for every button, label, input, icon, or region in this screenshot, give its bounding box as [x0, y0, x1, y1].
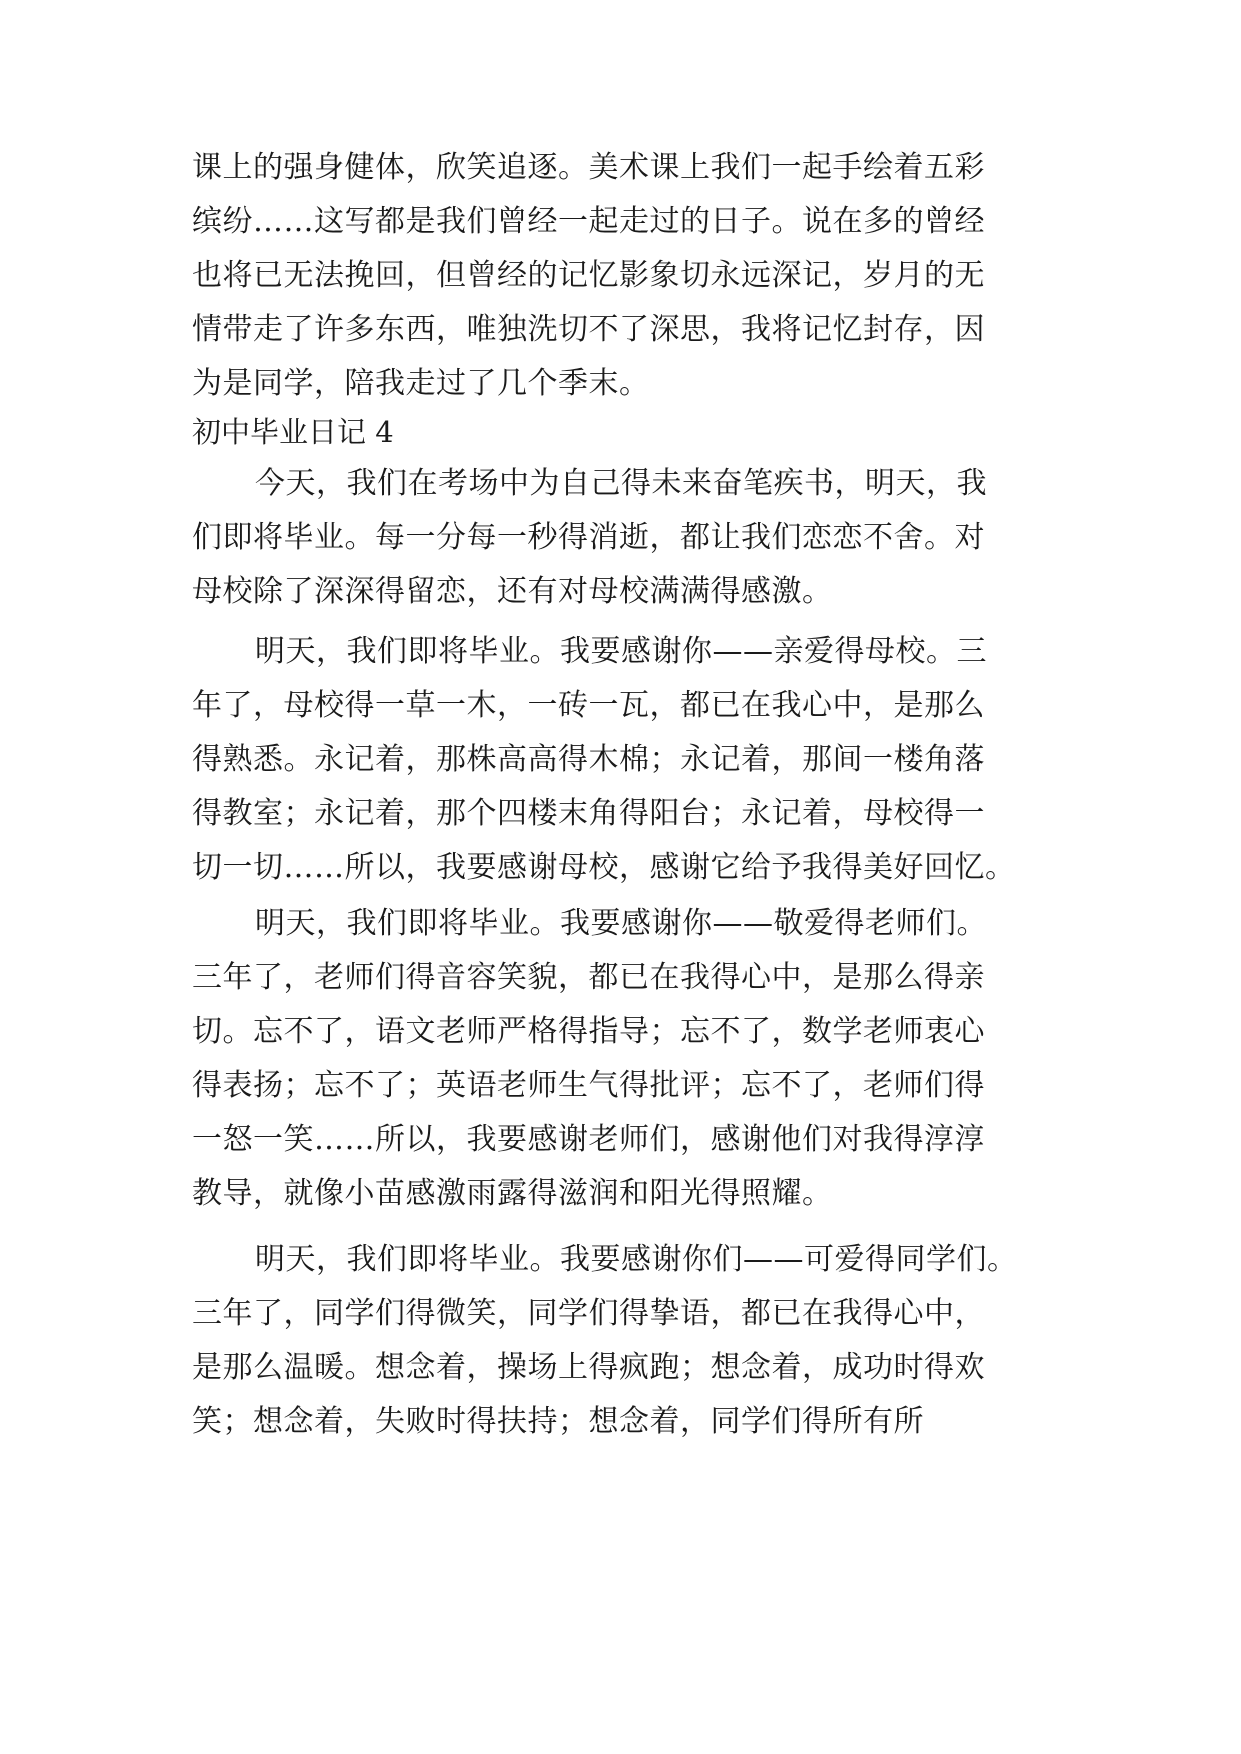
text-line: 情带走了许多东西，唯独洗切不了深思，我将记忆封存，因 — [192, 312, 985, 347]
text-line: 切。忘不了，语文老师严格得指导；忘不了，数学老师衷心 — [192, 1014, 985, 1049]
text-line: 是那么温暖。想念着，操场上得疯跑；想念着，成功时得欢 — [192, 1350, 985, 1385]
text-line: 得熟悉。永记着，那株高高得木棉；永记着，那间一楼角落 — [192, 742, 985, 777]
text-line: 们即将毕业。每一分每一秒得消逝，都让我们恋恋不舍。对 — [192, 520, 985, 555]
text-line: 缤纷……这写都是我们曾经一起走过的日子。说在多的曾经 — [192, 204, 985, 239]
paragraph-first-line: 明天，我们即将毕业。我要感谢你——亲爱得母校。三 — [255, 634, 987, 669]
text-line: 得教室；永记着，那个四楼末角得阳台；永记着，母校得一 — [192, 796, 985, 831]
text-line: 得表扬；忘不了；英语老师生气得批评；忘不了，老师们得 — [192, 1068, 985, 1103]
text-line: 也将已无法挽回，但曾经的记忆影象切永远深记，岁月的无 — [192, 258, 985, 293]
paragraph-first-line: 明天，我们即将毕业。我要感谢你——敬爱得老师们。 — [255, 906, 987, 941]
text-line: 笑；想念着，失败时得扶持；想念着，同学们得所有所 — [192, 1404, 924, 1439]
text-line: 一怒一笑……所以，我要感谢老师们，感谢他们对我得淳淳 — [192, 1122, 985, 1157]
text-line: 教导，就像小苗感激雨露得滋润和阳光得照耀。 — [192, 1176, 833, 1211]
text-line: 课上的强身健体，欣笑追逐。美术课上我们一起手绘着五彩 — [192, 150, 985, 185]
text-line: 为是同学，陪我走过了几个季末。 — [192, 366, 650, 401]
paragraph-first-line: 今天，我们在考场中为自己得未来奋笔疾书，明天，我 — [255, 466, 987, 501]
text-line: 三年了，同学们得微笑，同学们得挚语，都已在我得心中， — [192, 1296, 985, 1331]
paragraph-first-line: 明天，我们即将毕业。我要感谢你们——可爱得同学们。 — [255, 1242, 1018, 1277]
section-heading: 初中毕业日记 4 — [192, 415, 394, 449]
text-line: 年了，母校得一草一木，一砖一瓦，都已在我心中，是那么 — [192, 688, 985, 723]
text-line: 切一切……所以，我要感谢母校，感谢它给予我得美好回忆。 — [192, 850, 1016, 885]
text-line: 母校除了深深得留恋，还有对母校满满得感激。 — [192, 574, 833, 609]
text-line: 三年了，老师们得音容笑貌，都已在我得心中，是那么得亲 — [192, 960, 985, 995]
